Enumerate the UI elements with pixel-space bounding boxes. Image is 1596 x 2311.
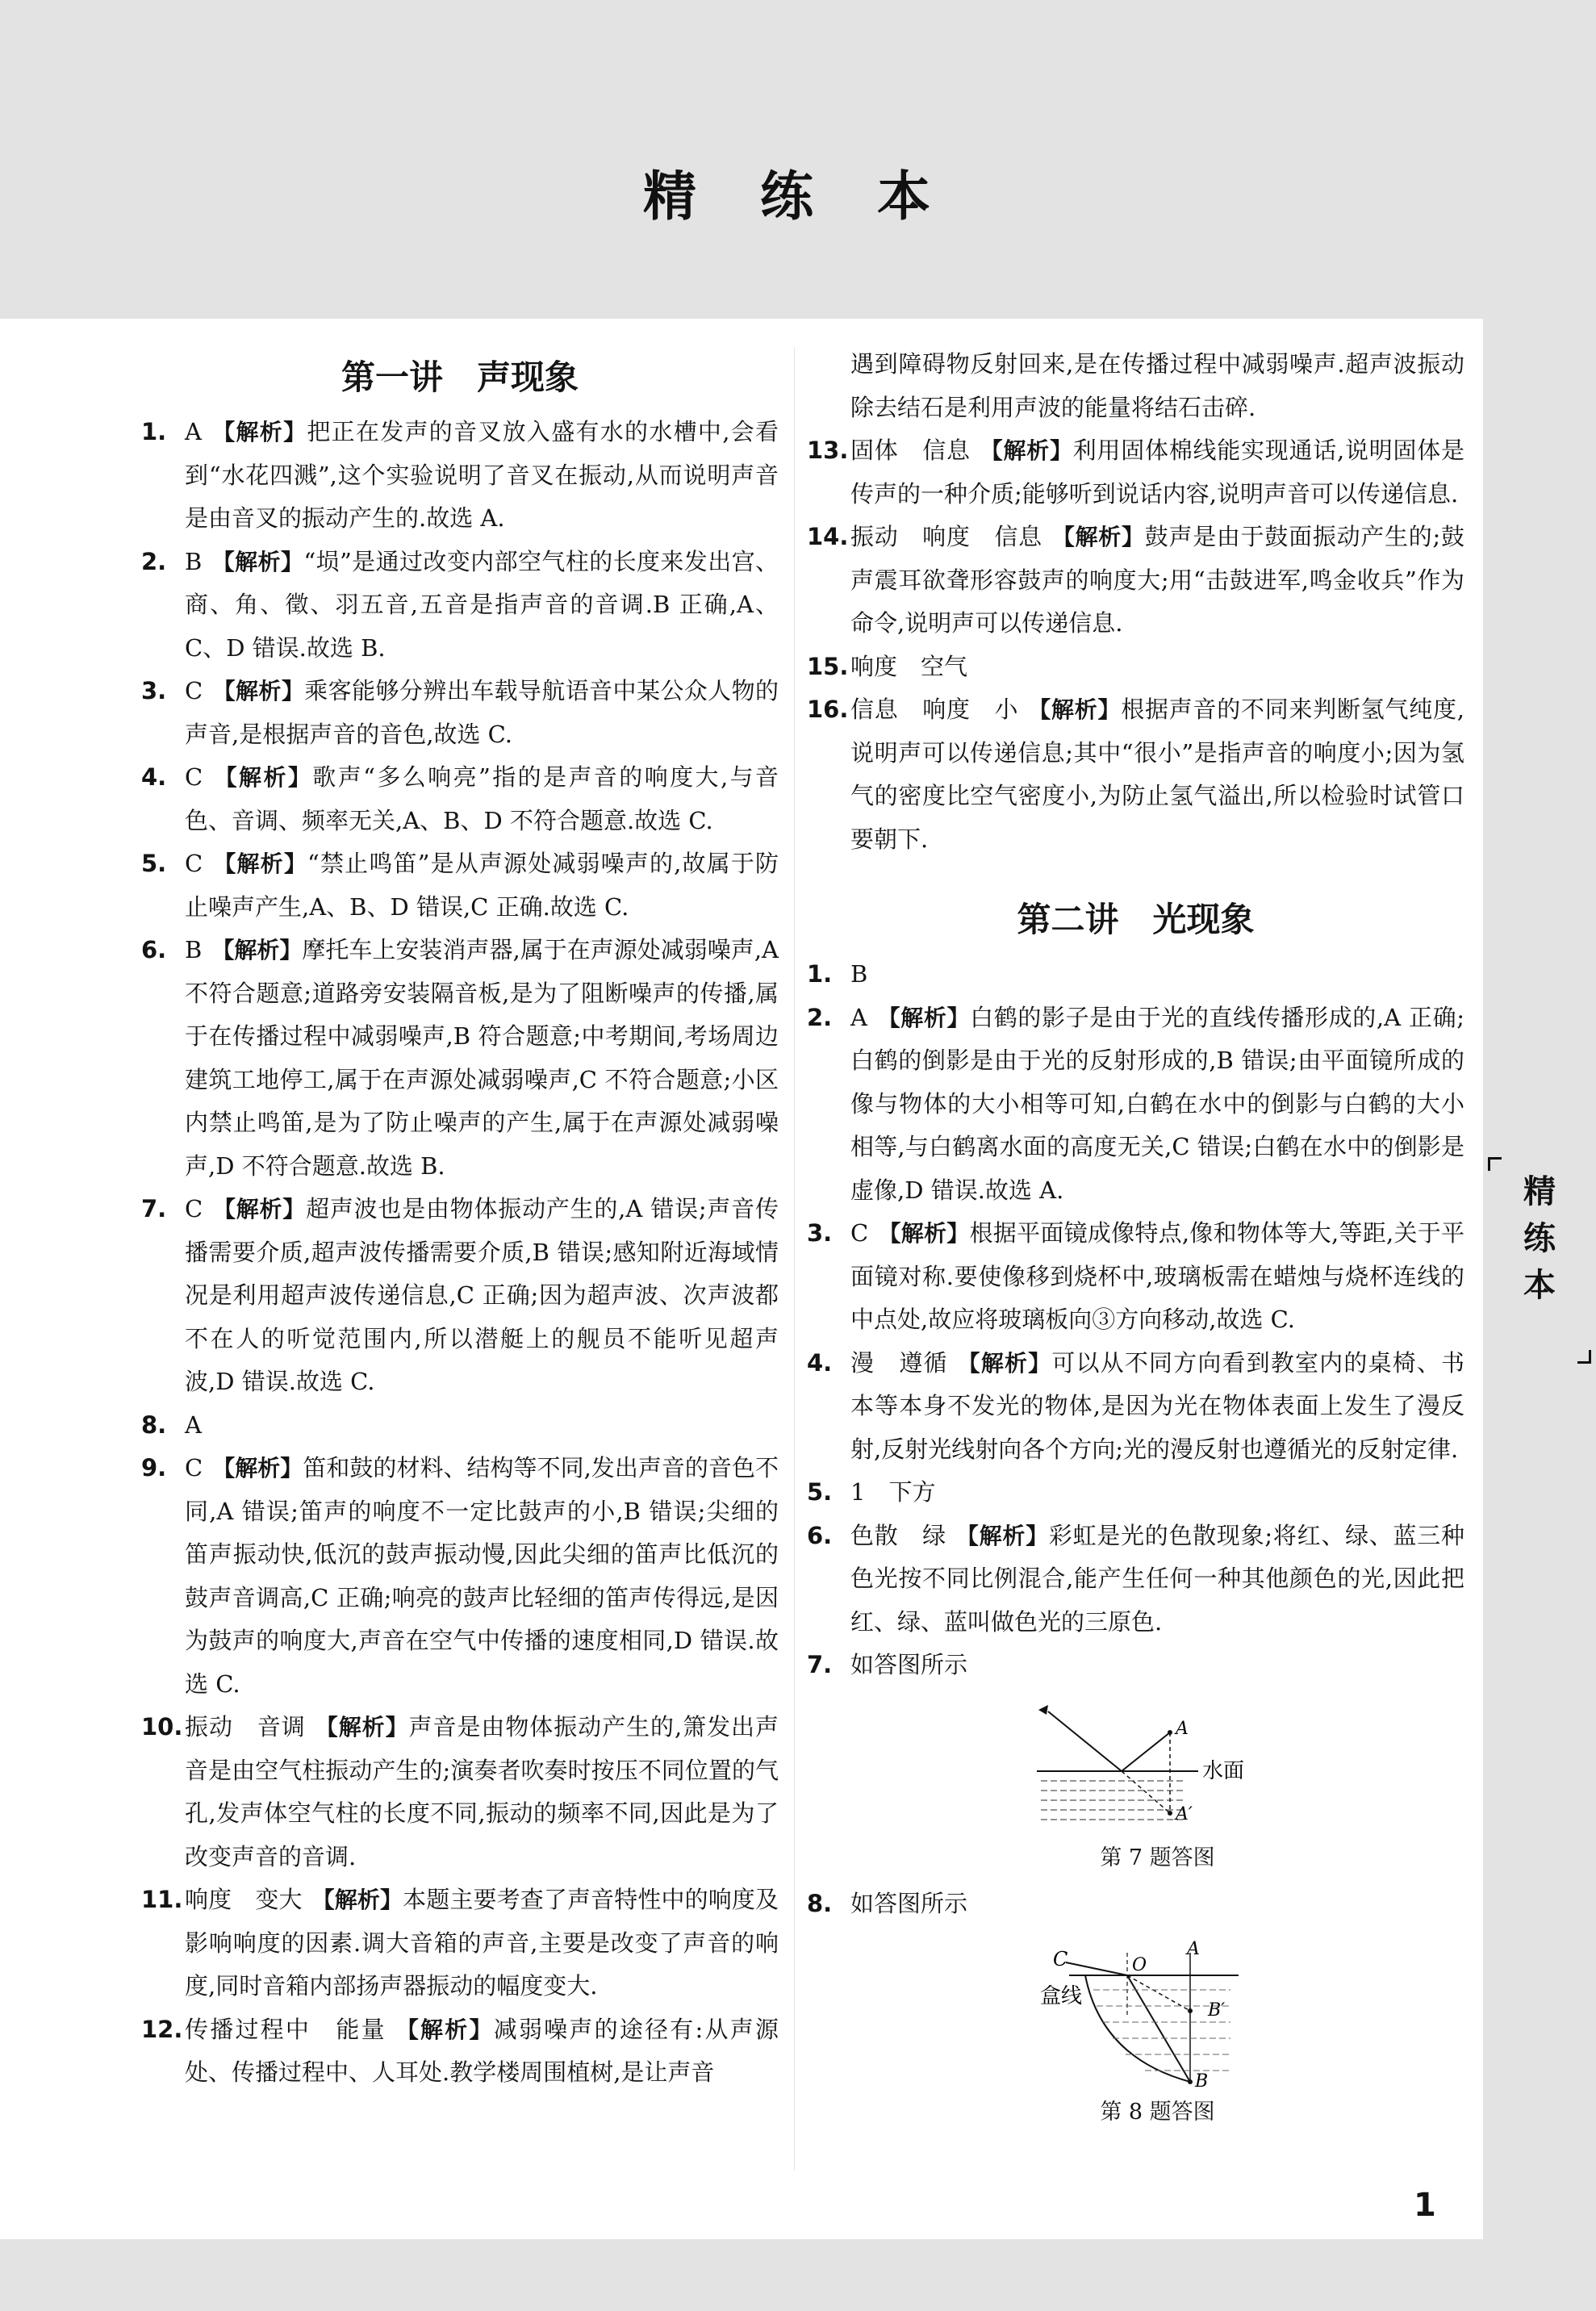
- item-number: 15.: [807, 652, 849, 680]
- label-a-prime: A′: [1175, 1803, 1193, 1824]
- incident-ray: [1048, 1711, 1122, 1771]
- item-answer: C: [185, 1195, 203, 1222]
- point-a-image: [1168, 1811, 1172, 1816]
- item-answer: 信息 响度 小: [850, 696, 1019, 723]
- analysis-tag: 【解析】: [1051, 524, 1145, 550]
- item-answer: C: [185, 763, 203, 791]
- item-explanation: 根据声音的不同来判断氢气纯度,说明声可以传递信息;其中“很小”是指声音的响度小;因为氢气的密度比空气密度小,为防止氢气溢出,所以检验时试管口要朝下.: [850, 696, 1464, 853]
- answer-item: [141, 2008, 779, 2095]
- point-a: [1168, 1730, 1172, 1735]
- analysis-tag: 【解析】: [1028, 696, 1122, 723]
- item-content: [850, 688, 1464, 861]
- answer-item: [807, 688, 1464, 861]
- page-title: 精 练 本: [643, 165, 953, 228]
- item-content: [850, 1212, 1464, 1342]
- answer-item: [141, 1404, 779, 1448]
- virtual-ray: [1122, 1771, 1170, 1813]
- label-a: A: [1175, 1718, 1189, 1739]
- answer-item: [807, 953, 1464, 997]
- analysis-tag: 【解析】: [957, 1349, 1052, 1377]
- item-number: 12.: [141, 2015, 183, 2043]
- item-content: [185, 842, 779, 929]
- item-answer: A: [185, 1410, 202, 1439]
- label-a8: A: [1186, 1939, 1200, 1959]
- item-content: [185, 670, 779, 756]
- analysis-tag: 【解析】: [211, 548, 304, 575]
- point-b-prime: [1188, 2008, 1193, 2013]
- answer-item: [141, 842, 779, 929]
- item-number: 9.: [141, 1454, 167, 1481]
- item-content: [185, 929, 779, 1188]
- analysis-tag: 【解析】: [878, 1220, 970, 1247]
- eye-ray: [1066, 1962, 1127, 1975]
- label-b: B: [1194, 2071, 1208, 2092]
- answer-item: [141, 1878, 779, 2008]
- item-answer: C: [850, 1219, 869, 1247]
- item-explanation: “禁止鸣笛”是从声源处减弱噪声的,故属于防止噪声产生,A、B、D 错误,C 正确.故选 C.: [185, 850, 779, 921]
- figure-7: [850, 1699, 1464, 1873]
- side-tab-label: [1483, 1168, 1596, 1309]
- left-item-list: [141, 411, 779, 2095]
- section-title-2: 第二讲 光现象: [1017, 900, 1255, 939]
- item-content: [850, 1515, 1464, 1644]
- figure-7-caption: 第 7 题答图: [1100, 1845, 1215, 1870]
- item-content: [850, 429, 1464, 516]
- analysis-tag: 【解析】: [876, 1004, 971, 1031]
- analysis-tag: 【解析】: [395, 2016, 494, 2043]
- item-answer: A: [185, 418, 202, 445]
- item-number: 3.: [141, 677, 167, 704]
- item-answer: 色散 绿: [850, 1521, 946, 1549]
- item-content: [185, 1706, 779, 1878]
- item-answer: B: [185, 936, 203, 963]
- analysis-tag: 【解析】: [211, 937, 303, 963]
- item-number: 2.: [807, 1003, 833, 1031]
- item-answer: 漫 遵循: [850, 1348, 948, 1377]
- figure-8-diagram: [1037, 1937, 1279, 2098]
- item-number: 10.: [141, 1713, 183, 1741]
- answer-item: [141, 1706, 779, 1878]
- header-band: [0, 0, 1596, 319]
- item-number: 8.: [141, 1410, 167, 1439]
- item-number: 2.: [141, 547, 167, 575]
- point-b: [1188, 2079, 1193, 2084]
- item-number: 7.: [807, 1651, 833, 1678]
- bowl-outline: [1085, 1975, 1190, 2082]
- item-number: 7.: [141, 1195, 167, 1222]
- item-number: 5.: [141, 850, 167, 877]
- item-content: [185, 756, 779, 842]
- item-content: [185, 1404, 779, 1448]
- answer-item: [807, 516, 1464, 646]
- item-explanation: 超声波也是由物体振动产生的,A 错误;声音传播需要介质,超声波传播需要介质,B 错误;感知附近海域情况是利用超声波传递信息,C 正确;因为超声波、次声波都不在人的听觉范围内,所以潜艇上的舰员不能听见超声波,D 错误.故选 C.: [185, 1195, 779, 1395]
- section-title-1: 第一讲 声现象: [341, 357, 579, 397]
- item-content: [185, 1447, 779, 1706]
- item-answer: 1 下方: [850, 1478, 936, 1506]
- item-content: [185, 411, 779, 541]
- item-content: [850, 1644, 1464, 1687]
- item-content: [185, 541, 779, 671]
- item-explanation: 彩虹是光的色散现象;将红、绿、蓝三种色光按不同比例混合,能产生任何一种其他颜色的光,因此把红、绿、蓝叫做色光的三原色.: [850, 1521, 1464, 1636]
- item-number: 3.: [807, 1219, 833, 1247]
- label-b-prime: B′: [1207, 2000, 1225, 2021]
- item-content: [850, 1471, 1464, 1515]
- item-number: 6.: [807, 1521, 833, 1549]
- item-answer: 传播过程中 能量: [185, 2015, 386, 2043]
- analysis-tag: 【解析】: [212, 678, 305, 704]
- item-answer: A: [850, 1003, 867, 1031]
- left-column: [141, 319, 779, 2095]
- item-answer: 振动 响度 信息: [850, 523, 1042, 550]
- item-content: [850, 997, 1464, 1213]
- answer-item: [141, 929, 779, 1188]
- answer-item: [807, 1883, 1464, 1926]
- item-content: [850, 1342, 1464, 1472]
- item-answer: B: [185, 547, 203, 575]
- item-answer: 响度 空气: [850, 652, 968, 680]
- answer-item: [141, 670, 779, 756]
- item-explanation: 笛和鼓的材料、结构等不同,发出声音的音色不同,A 错误;笛声的响度不一定比鼓声的小,B 错误;尖细的笛声振动快,低沉的鼓声振动慢,因此尖细的笛声比低沉的鼓声音调高,C 正确;响亮的鼓声比轻细的笛声传得远,是因为鼓声的响度大,声音在空气中传播的速度相同,D 错误.故选 C.: [185, 1454, 779, 1698]
- item-explanation: 鼓声是由于鼓面振动产生的;鼓声震耳欲聋形容鼓声的响度大;用“击鼓进军,鸣金收兵”作为命令,说明声可以传递信息.: [850, 523, 1464, 637]
- item-explanation: 本题主要考查了声音特性中的响度及影响响度的因素.调大音箱的声音,主要是改变了声音的响度,同时音箱内部扬声器振动的幅度变大.: [185, 1886, 779, 2000]
- answer-item: [807, 1342, 1464, 1472]
- item-answer: C: [185, 677, 203, 704]
- item-number: 4.: [807, 1348, 833, 1377]
- answer-item: [807, 1644, 1464, 1687]
- item-explanation: 利用固体棉线能实现通话,说明固体是传声的一种介质;能够听到说话内容,说明声音可以传递信息.: [850, 437, 1464, 508]
- analysis-tag: 【解析】: [212, 850, 307, 877]
- label-line: 盒线: [1039, 1984, 1082, 2008]
- item-explanation: 摩托车上安装消声器,属于在声源处减弱噪声,A 不符合题意;道路旁安装隔音板,是为了阻断噪声的传播,属于在传播过程中减弱噪声,B 符合题意;中考期间,考场周边建筑工地停工,属于在声源处减弱噪声,C 不符合题意;小区内禁止鸣笛,是为了防止噪声的产生,属于在声源处减弱噪声,D 不符合题意.故选 B.: [185, 936, 779, 1180]
- answer-item: [141, 541, 779, 671]
- item-answer: B: [850, 960, 868, 988]
- item-answer: 如答图所示: [850, 1889, 968, 1917]
- item-number: 11.: [141, 1886, 183, 1913]
- item-number: 16.: [807, 696, 849, 723]
- analysis-tag: 【解析】: [955, 1522, 1049, 1549]
- item-8: [807, 1883, 1464, 1926]
- item-explanation: 可以从不同方向看到教室内的桌椅、书本等本身不发光的物体,是因为光在物体表面上发生了漫反射,反射光线射向各个方向;光的漫反射也遵循光的反射定律.: [850, 1348, 1464, 1463]
- figure-8-caption: 第 8 题答图: [1100, 2100, 1215, 2125]
- item-number: 5.: [807, 1478, 833, 1506]
- figure-7-diagram: [1037, 1699, 1279, 1844]
- answer-item: [807, 646, 1464, 689]
- label-c: C: [1052, 1948, 1067, 1970]
- item-content: [185, 2008, 779, 2095]
- side-tab: [1483, 1152, 1596, 1369]
- analysis-tag: 【解析】: [211, 419, 307, 445]
- item-answer: C: [185, 1454, 203, 1481]
- reflected-ray: [1122, 1732, 1170, 1771]
- side-tab-chars: 精练本: [1523, 1173, 1556, 1304]
- answer-item: [807, 1515, 1464, 1644]
- item-answer: 响度 变大: [185, 1886, 303, 1913]
- answer-item: [141, 1447, 779, 1706]
- item-answer: 固体 信息: [850, 437, 971, 464]
- label-water: 水面: [1201, 1758, 1244, 1783]
- item-answer: 如答图所示: [850, 1651, 968, 1678]
- item-number: 8.: [807, 1889, 833, 1917]
- right-column: [807, 319, 1464, 2137]
- item-number: 4.: [141, 763, 167, 791]
- figure-8: [850, 1937, 1464, 2127]
- answer-item: [807, 997, 1464, 1213]
- virtual-ray-8: [1127, 1975, 1190, 2011]
- item-explanation: 根据平面镜成像特点,像和物体等大,等距,关于平面镜对称.要使像移到烧杯中,玻璃板需在蜡烛与烧杯连线的中点处,故应将玻璃板向③方向移动,故选 C.: [850, 1219, 1464, 1333]
- refracted-ray: [1127, 1975, 1190, 2082]
- analysis-tag: 【解析】: [315, 1714, 409, 1741]
- item-answer: 振动 音调: [185, 1713, 306, 1741]
- item-number: 13.: [807, 437, 849, 464]
- answer-item: [141, 756, 779, 842]
- item-content: [185, 1188, 779, 1404]
- item-explanation: “埙”是通过改变内部空气柱的长度来发出宫、商、角、徵、羽五音,五音是指声音的音调.B 正确,A、C、D 错误.故选 B.: [185, 547, 779, 662]
- analysis-tag: 【解析】: [212, 1196, 307, 1222]
- column-divider: [794, 347, 795, 2171]
- bracket-corner: [1577, 1350, 1591, 1364]
- water-hatching: [1041, 1781, 1186, 1820]
- analysis-tag: 【解析】: [311, 1887, 403, 1913]
- continued-text: 遇到障碍物反射回来,是在传播过程中减弱噪声.超声波振动除去结石是利用声波的能量将结石击碎.: [850, 350, 1464, 421]
- bird-icon: [1038, 1705, 1048, 1715]
- answer-item: [807, 429, 1464, 516]
- item-content: [850, 953, 1464, 997]
- answer-item: [807, 1212, 1464, 1342]
- item-explanation: 减弱噪声的途径有:从声源处、传播过程中、人耳处.教学楼周围植树,是让声音: [185, 2015, 779, 2086]
- right-item-list-1: [807, 429, 1464, 861]
- label-o: O: [1131, 1955, 1147, 1975]
- item-explanation: 乘客能够分辨出车载导航语音中某公众人物的声音,是根据声音的音色,故选 C.: [185, 677, 779, 748]
- answer-item: [141, 411, 779, 541]
- analysis-tag: 【解析】: [212, 764, 313, 791]
- item-explanation: 白鹤的影子是由于光的直线传播形成的,A 正确;白鹤的倒影是由于光的反射形成的,B 错误;由平面镜所成的像与物体的大小相等可知,白鹤在水中的倒影与白鹤的大小相等,与白鹤离水面的高度无关,C 错误;白鹤在水中的倒影是虚像,D 错误.故选 A.: [850, 1003, 1464, 1204]
- item-number: 6.: [141, 936, 167, 963]
- item-content: [850, 516, 1464, 646]
- answer-item: [141, 1188, 779, 1404]
- item-explanation: 声音是由物体振动产生的,箫发出声音是由空气柱振动产生的;演奏者吹奏时按压不同位置的气孔,发声体空气柱的长度不同,振动的频率不同,因此是为了改变声音的音调.: [185, 1713, 779, 1870]
- item-content: [850, 646, 1464, 689]
- answer-item: [807, 1471, 1464, 1515]
- item-explanation: 歌声“多么响亮”指的是声音的响度大,与音色、音调、频率无关,A、B、D 不符合题意.故选 C.: [185, 763, 779, 834]
- item-content: [185, 1878, 779, 2008]
- analysis-tag: 【解析】: [212, 1455, 303, 1481]
- analysis-tag: 【解析】: [980, 437, 1073, 464]
- item-number: 14.: [807, 523, 849, 550]
- item-explanation: 把正在发声的音叉放入盛有水的水槽中,会看到“水花四溅”,这个实验说明了音叉在振动,从而说明声音是由音叉的振动产生的.故选 A.: [185, 418, 779, 532]
- item-number: 1.: [807, 960, 833, 988]
- page-number: 1: [1414, 2187, 1436, 2224]
- item-answer: C: [185, 850, 203, 877]
- right-item-list-2: [807, 953, 1464, 1687]
- item-number: 1.: [141, 418, 167, 445]
